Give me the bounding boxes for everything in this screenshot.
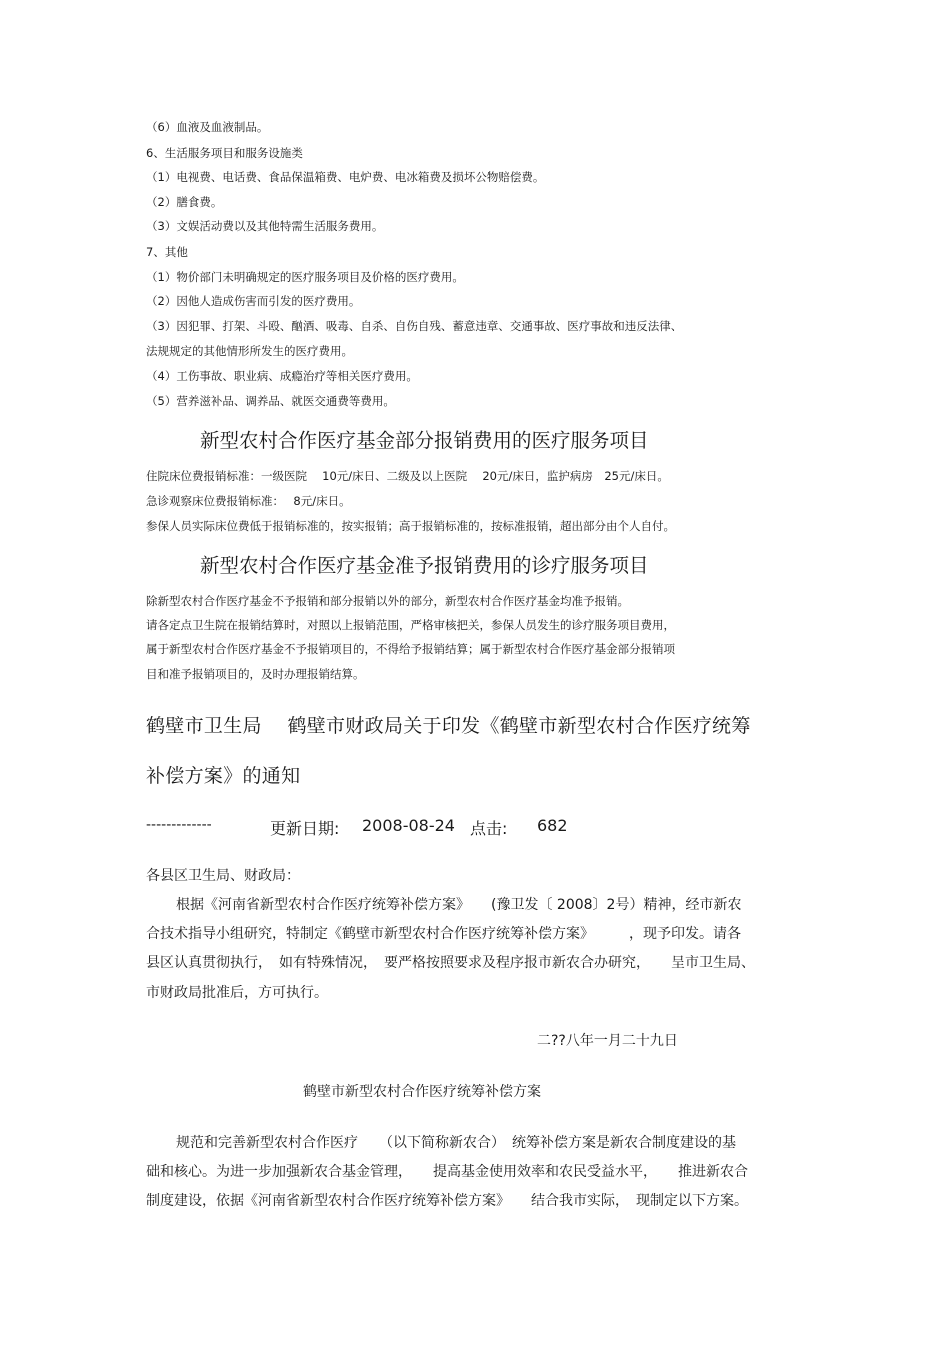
separator-dashes: ------------- [146, 817, 212, 833]
plan-title: 鹤壁市新型农村合作医疗统筹补偿方案 [303, 1084, 541, 1100]
paragraph-line: 住院床位费报销标准：一级医院 10元/床日、二级及以上医院 20元/床日，监护病房 25元/床日。 [146, 469, 669, 483]
list-item: （1）电视费、电话费、食品保温箱费、电炉费、电冰箱费及损坏公物赔偿费。 [146, 170, 545, 184]
list-item: （6）血液及血液制品。 [146, 120, 269, 134]
clicks-count: 682 [537, 816, 568, 835]
list-item: （3）文娱活动费以及其他特需生活服务费用。 [146, 219, 384, 233]
paragraph-line: 根据《河南省新型农村合作医疗统筹补偿方案》 (豫卫发〔 2008〕2号）精神，经市新农 [176, 897, 742, 913]
notice-title-line-1: 鹤壁市卫生局 鹤壁市财政局关于印发《鹤壁市新型农村合作医疗统筹 [146, 715, 751, 737]
update-date-label: 更新日期: [270, 819, 340, 838]
notice-date: 二??八年一月二十九日 [537, 1033, 678, 1049]
paragraph-line: 参保人员实际床位费低于报销标准的，按实报销；高于报销标准的，按标准报销，超出部分由个人自付。 [146, 519, 675, 533]
list-item: （4）工伤事故、职业病、成瘾治疗等相关医疗费用。 [146, 369, 418, 383]
section-heading-living-services: 6、生活服务项目和服务设施类 [146, 146, 303, 160]
clicks-label: 点击: [470, 819, 508, 838]
list-item: （3）因犯罪、打架、斗殴、酗酒、吸毒、自杀、自伤自残、蓄意违章、交通事故、医疗事故和违反法律、 [146, 319, 683, 333]
list-item: （2）因他人造成伤害而引发的医疗费用。 [146, 294, 361, 308]
section-heading-allowed-reimbursement: 新型农村合作医疗基金准予报销费用的诊疗服务项目 [200, 554, 649, 577]
section-heading-partial-reimbursement: 新型农村合作医疗基金部分报销费用的医疗服务项目 [200, 429, 649, 452]
list-item: （2）膳食费。 [146, 195, 223, 209]
paragraph-line: 县区认真贯彻执行， 如有特殊情况， 要严格按照要求及程序报市新农合办研究， 呈市卫生局、 [146, 955, 755, 971]
paragraph-line: 合技术指导小组研究，特制定《鹤壁市新型农村合作医疗统筹补偿方案》 ，现予印发。请各 [146, 926, 741, 942]
salutation: 各县区卫生局、财政局： [146, 868, 300, 884]
paragraph-line: 急诊观察床位费报销标准： 8元/床日。 [146, 494, 351, 508]
paragraph-line: 请各定点卫生院在报销结算时，对照以上报销范围，严格审核把关，参保人员发生的诊疗服务项目费用， [146, 618, 675, 632]
list-item: （1）物价部门未明确规定的医疗服务项目及价格的医疗费用。 [146, 270, 464, 284]
paragraph-line: 目和准予报销项目的，及时办理报销结算。 [146, 667, 365, 681]
paragraph-line: 市财政局批准后，方可执行。 [146, 985, 328, 1001]
list-item-continuation: 法规规定的其他情形所发生的医疗费用。 [146, 344, 353, 358]
notice-title-line-2: 补偿方案》的通知 [146, 765, 301, 787]
paragraph-line: 制度建设，依据《河南省新型农村合作医疗统筹补偿方案》 结合我市实际， 现制定以下方案。 [146, 1193, 748, 1209]
list-item: （5）营养滋补品、调养品、就医交通费等费用。 [146, 394, 395, 408]
paragraph-line: 础和核心。为进一步加强新农合基金管理， 提高基金使用效率和农民受益水平， 推进新农合 [146, 1164, 748, 1180]
paragraph-line: 规范和完善新型农村合作医疗 （以下简称新农合） 统筹补偿方案是新农合制度建设的基 [176, 1135, 736, 1151]
paragraph-line: 属于新型农村合作医疗基金不予报销项目的，不得给予报销结算；属于新型农村合作医疗基金部分报销项 [146, 642, 675, 656]
update-date-value: 2008-08-24 [362, 816, 455, 835]
section-heading-other: 7、其他 [146, 245, 188, 259]
paragraph-line: 除新型农村合作医疗基金不予报销和部分报销以外的部分，新型农村合作医疗基金均准予报销。 [146, 594, 629, 608]
